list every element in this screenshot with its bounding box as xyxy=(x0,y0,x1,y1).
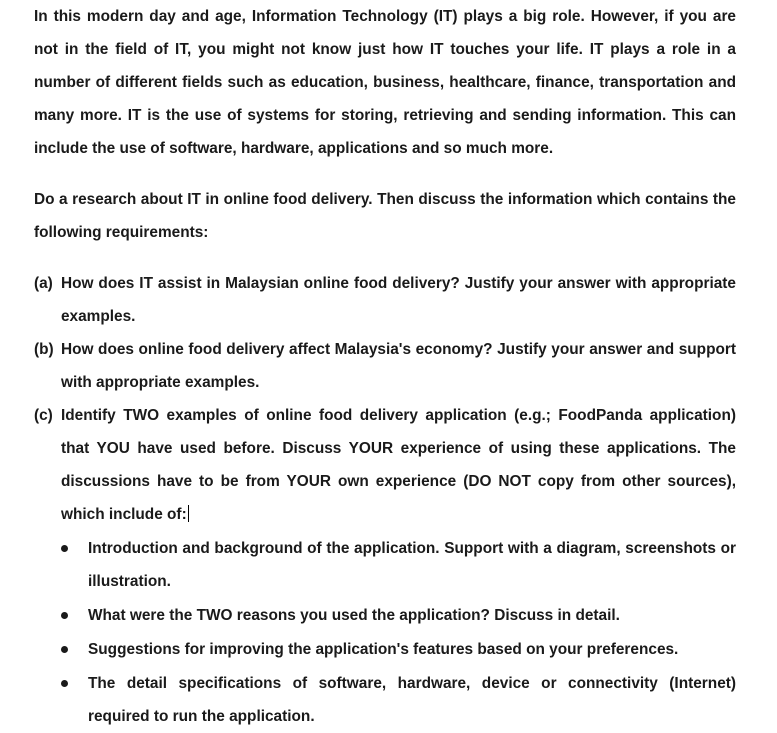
question-item-a xyxy=(34,267,736,333)
bullet-icon xyxy=(61,680,68,687)
bullet-item xyxy=(61,599,736,632)
question-text: Identify TWO examples of online food delivery application (e.g.; FoodPanda application) that YOU have used before. Discuss YOUR experience of using these applications. The discussions have to be from YOUR own experience (DO NOT copy from other sources), which include of: xyxy=(61,407,736,523)
bullet-item xyxy=(61,667,736,733)
bullet-item xyxy=(61,633,736,666)
bullet-item xyxy=(61,532,736,598)
question-item-b xyxy=(34,333,736,399)
bullet-icon xyxy=(61,545,68,552)
intro-paragraph: In this modern day and age, Information Technology (IT) plays a big role. However, if you are not in the field of IT, you might not know just how IT touches your life. IT plays a role in a number of different fields such as education, business, healthcare, finance, transportation and many more. IT is the use of systems for storing, retrieving and sending information. This can include the use of software, hardware, applications and so much more. xyxy=(34,8,736,157)
question-text: How does online food delivery affect Malaysia's economy? Justify your answer and support with appropriate examples. xyxy=(61,341,736,391)
bullet-text: Introduction and background of the application. Support with a diagram, screenshots or illustration. xyxy=(88,540,736,590)
question-label: (a) xyxy=(34,275,53,292)
bullet-text: Suggestions for improving the application's features based on your preferences. xyxy=(88,641,679,658)
document-page xyxy=(34,0,736,733)
bullet-icon xyxy=(61,612,68,619)
question-label: (c) xyxy=(34,407,53,424)
text-cursor xyxy=(188,505,189,522)
task-paragraph: Do a research about IT in online food delivery. Then discuss the information which contains the following requirements: xyxy=(34,191,736,241)
question-list xyxy=(34,267,736,733)
bullet-text: What were the TWO reasons you used the application? Discuss in detail. xyxy=(88,607,620,624)
question-text: How does IT assist in Malaysian online food delivery? Justify your answer with appropriate examples. xyxy=(61,275,736,325)
bullet-text: The detail specifications of software, hardware, device or connectivity (Internet) required to run the application. xyxy=(88,675,736,725)
question-item-c xyxy=(34,399,736,733)
bullet-icon xyxy=(61,646,68,653)
bullet-list xyxy=(61,532,736,733)
question-label: (b) xyxy=(34,341,54,358)
